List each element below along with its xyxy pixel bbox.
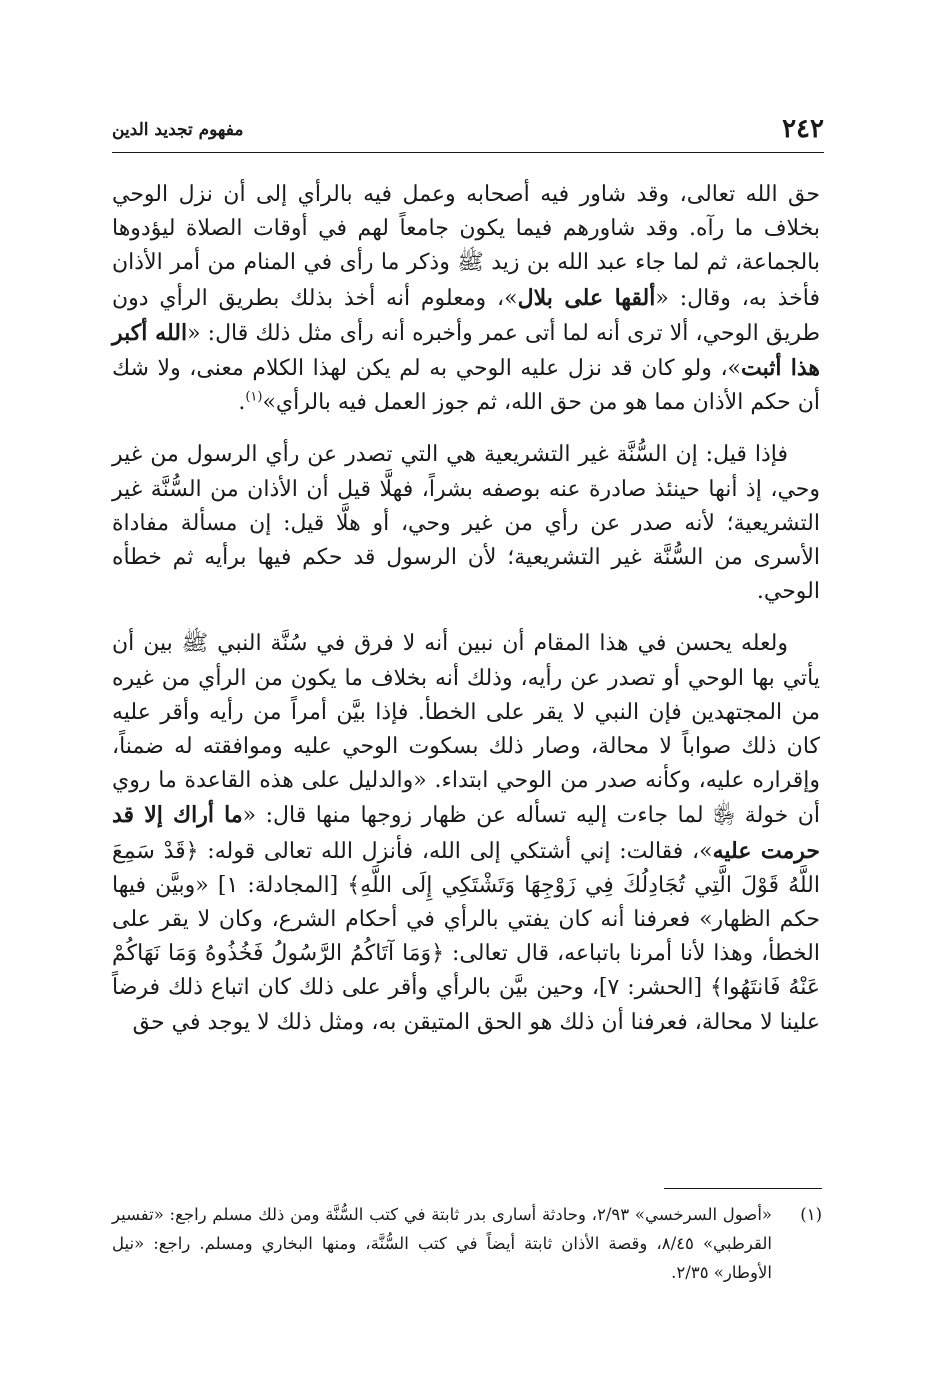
bold-quote: الله أكبر هذا أثبت	[112, 319, 820, 382]
footnote-rule	[664, 1188, 822, 1189]
footnote-text: «أصول السرخسي» ٢/٩٣، وحادثة أسارى بدر ثابتة في كتب السُّنَّة ومن ذلك مسلم راجع: «تفسير القرطبي» ٨/٤٥، وقصة الأذان ثابتة أيضاً في كتب السُّنَّة، ومنها البخاري ومسلم. راجع: «نيل الأوطار» ٢/٣٥.	[112, 1205, 772, 1282]
paragraph-3	[112, 627, 820, 1039]
footnotes	[112, 1200, 822, 1287]
bold-quote: ألقها على بلال	[517, 284, 656, 311]
running-title: مفهوم تجديد الدين	[112, 120, 244, 140]
text-segment: »، ولو كان قد نزل عليه الوحي به لم يكن لهذا الكلام معنى، ولا شك أن حكم الأذان مما هو من حق الله، ثم جوز العمل فيه بالرأي»	[112, 356, 820, 416]
body-text	[112, 178, 820, 1058]
text-segment: »، ومعلوم أنه أخذ بذلك بطريق الرأي دون طريق الوحي، ألا ترى أنه لما أتى عمر وأخبره أنه رأى مثل ذلك قال: «	[112, 285, 820, 346]
text-segment: فإذا قيل: إن السُّنَّة غير التشريعية هي التي تصدر عن رأي الرسول من غير وحي، إذ أنها حينئذ صادرة عنه بوصفه بشراً، فهلَّا قيل أن الأذان من السُّنَّة غير التشريعية؛ لأنه صدر عن رأي من غير وحي، أو هلَّا قيل: إن مسألة مفاداة الأسرى من السُّنَّة غير التشريعية؛ لأن الرسول قد حكم فيها برأيه ثم خطأه الوحي.	[112, 442, 820, 605]
paragraph-1	[112, 178, 820, 420]
header-rule	[112, 152, 824, 153]
page-number: ٢٤٢	[782, 114, 824, 144]
footnote-number: (١)	[800, 1205, 822, 1224]
footnote-ref: (١)	[245, 389, 263, 405]
text-segment: ولعله يحسن في هذا المقام أن نبين أنه لا فرق في سُنَّة النبي ﷺ بين أن يأتي بها الوحي أو تصدر عن رأيه، وذلك أنه بخلاف ما يكون من الرأي من غيره من المجتهدين فإن النبي لا يقر على الخطأ. فإذا بيَّن أمراً من رأيه وأقر عليه كان ذلك صواباً لا محالة، وصار ذلك بسكوت الوحي عليه وموافقته له ضمناً، وإقراره عليه، وكأنه صدر من الوحي ابتداء. «والدليل على هذه القاعدة ما روي أن خولة ﵂ لما جاءت إليه تسأله عن ظهار زوجها منها قال: «	[112, 631, 820, 829]
text-segment: »، فقالت: إني أشتكي إلى الله، فأنزل الله تعالى قوله: ﴿قَدْ سَمِعَ اللَّهُ قَوْلَ الَّتِي تُجَادِلُكَ فِي زَوْجِهَا وَتَشْتَكِي إِلَى اللَّهِ﴾ [المجادلة: ١] «وبيَّن فيها حكم الظهار» فعرفنا أنه كان يفتي بالرأي في أحكام الشرع، وكان لا يقر على الخطأ، وهذا لأنا أمرنا باتباعه، قال تعالى: ﴿وَمَا آتَاكُمُ الرَّسُولُ فَخُذُوهُ وَمَا نَهَاكُمْ عَنْهُ فَانتَهُوا﴾ [الحشر: ٧]، وحين بيَّن بالرأي وأقر على ذلك كان اتباع ذلك فرضاً علينا لا محالة، فعرفنا أن ذلك هو الحق المتيقن به، ومثل ذلك لا يوجد في حق	[112, 838, 820, 1035]
text-segment: حق الله تعالى، وقد شاور فيه أصحابه وعمل فيه بالرأي إلى أن نزل الوحي بخلاف ما رآه. وقد شاورهم فيما يكون جامعاً لهم في أوقات الصلاة ليؤدوها بالجماعة، ثم لما جاء عبد الله بن زيد ﷺ وذكر ما رأى في المنام من أمر الأذان فأخذ به، وقال: «	[112, 182, 820, 311]
page-header	[112, 112, 824, 148]
text-segment: .	[238, 390, 246, 416]
paragraph-2	[112, 438, 820, 609]
bold-quote: ما أراك إلا قد حرمت عليه	[112, 802, 821, 864]
footnote	[112, 1200, 822, 1287]
